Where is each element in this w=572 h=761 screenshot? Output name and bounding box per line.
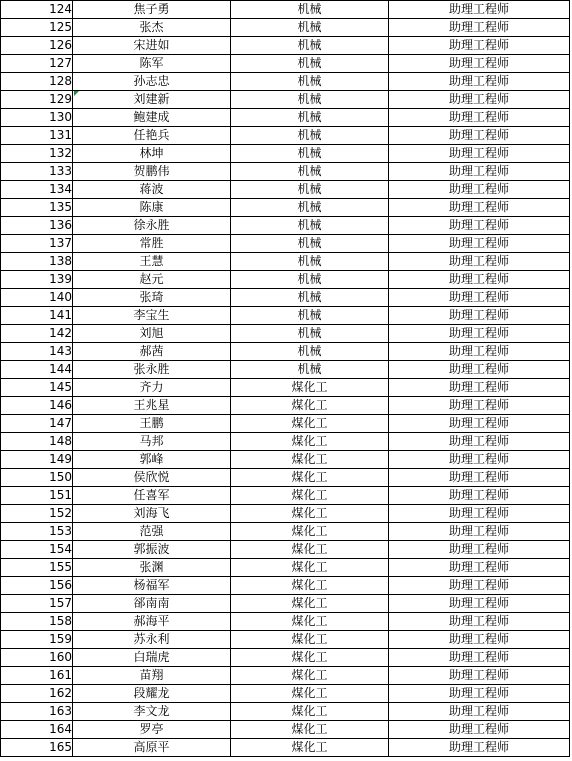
name-cell[interactable]: 杨福军 <box>73 577 231 595</box>
major-cell[interactable]: 机械 <box>231 37 389 55</box>
title-cell[interactable]: 助理工程师 <box>389 649 570 667</box>
name-cell[interactable]: 王慧 <box>73 253 231 271</box>
name-cell[interactable]: 陈军 <box>73 55 231 73</box>
row-number-cell[interactable]: 131 <box>1 127 73 145</box>
major-cell[interactable]: 机械 <box>231 163 389 181</box>
major-cell[interactable]: 煤化工 <box>231 559 389 577</box>
row-number-cell[interactable]: 128 <box>1 73 73 91</box>
major-cell[interactable]: 煤化工 <box>231 631 389 649</box>
table-row <box>1 361 570 379</box>
title-cell[interactable]: 助理工程师 <box>389 163 570 181</box>
title-cell[interactable]: 助理工程师 <box>389 505 570 523</box>
major-cell[interactable]: 机械 <box>231 325 389 343</box>
title-cell[interactable]: 助理工程师 <box>389 379 570 397</box>
row-number-cell[interactable]: 154 <box>1 541 73 559</box>
name-cell[interactable]: 李文龙 <box>73 703 231 721</box>
name-cell[interactable]: 刘旭 <box>73 325 231 343</box>
major-cell[interactable]: 机械 <box>231 289 389 307</box>
title-cell[interactable]: 助理工程师 <box>389 433 570 451</box>
title-cell[interactable]: 助理工程师 <box>389 577 570 595</box>
table-body <box>1 1 570 757</box>
row-number-cell[interactable]: 162 <box>1 685 73 703</box>
name-cell[interactable]: 林坤 <box>73 145 231 163</box>
name-cell[interactable]: 郝茜 <box>73 343 231 361</box>
title-cell[interactable]: 助理工程师 <box>389 613 570 631</box>
title-cell[interactable]: 助理工程师 <box>389 1 570 19</box>
table-row <box>1 505 570 523</box>
row-number-cell[interactable]: 164 <box>1 721 73 739</box>
row-number-cell[interactable]: 165 <box>1 739 73 757</box>
table-row <box>1 577 570 595</box>
row-number-cell[interactable]: 159 <box>1 631 73 649</box>
name-cell[interactable]: 郝海平 <box>73 613 231 631</box>
name-cell[interactable]: 白瑞虎 <box>73 649 231 667</box>
table-row <box>1 145 570 163</box>
major-cell[interactable]: 煤化工 <box>231 595 389 613</box>
major-cell[interactable]: 煤化工 <box>231 739 389 757</box>
major-cell[interactable]: 煤化工 <box>231 541 389 559</box>
major-cell[interactable]: 机械 <box>231 19 389 37</box>
name-cell[interactable]: 任喜军 <box>73 487 231 505</box>
title-cell[interactable]: 助理工程师 <box>389 415 570 433</box>
table-row <box>1 343 570 361</box>
name-cell[interactable]: 任艳兵 <box>73 127 231 145</box>
table-row <box>1 559 570 577</box>
major-cell[interactable]: 机械 <box>231 1 389 19</box>
title-cell[interactable]: 助理工程师 <box>389 235 570 253</box>
major-cell[interactable]: 煤化工 <box>231 379 389 397</box>
title-cell[interactable]: 助理工程师 <box>389 307 570 325</box>
major-cell[interactable]: 机械 <box>231 73 389 91</box>
major-cell[interactable]: 煤化工 <box>231 703 389 721</box>
row-number-cell[interactable]: 158 <box>1 613 73 631</box>
title-cell[interactable]: 助理工程师 <box>389 325 570 343</box>
title-cell[interactable]: 助理工程师 <box>389 37 570 55</box>
row-number-cell[interactable]: 151 <box>1 487 73 505</box>
title-cell[interactable]: 助理工程师 <box>389 253 570 271</box>
title-cell[interactable]: 助理工程师 <box>389 109 570 127</box>
table-row <box>1 595 570 613</box>
table-row <box>1 541 570 559</box>
name-cell[interactable]: 刘建新 <box>73 91 231 109</box>
name-cell[interactable]: 王鹏 <box>73 415 231 433</box>
title-cell[interactable]: 助理工程师 <box>389 217 570 235</box>
table-row <box>1 433 570 451</box>
name-cell[interactable]: 郭振波 <box>73 541 231 559</box>
table-row <box>1 451 570 469</box>
major-cell[interactable]: 机械 <box>231 253 389 271</box>
major-cell[interactable]: 煤化工 <box>231 433 389 451</box>
major-cell[interactable]: 机械 <box>231 217 389 235</box>
major-cell[interactable]: 机械 <box>231 361 389 379</box>
row-number-cell[interactable]: 163 <box>1 703 73 721</box>
row-number-cell[interactable]: 135 <box>1 199 73 217</box>
major-cell[interactable]: 机械 <box>231 145 389 163</box>
title-cell[interactable]: 助理工程师 <box>389 631 570 649</box>
title-cell[interactable]: 助理工程师 <box>389 541 570 559</box>
title-cell[interactable]: 助理工程师 <box>389 667 570 685</box>
name-cell[interactable]: 焦子勇 <box>73 1 231 19</box>
row-number-cell[interactable]: 141 <box>1 307 73 325</box>
table-row <box>1 379 570 397</box>
table-row <box>1 55 570 73</box>
name-cell[interactable]: 贺鹏伟 <box>73 163 231 181</box>
major-cell[interactable]: 机械 <box>231 343 389 361</box>
table-row <box>1 523 570 541</box>
row-number-cell[interactable]: 136 <box>1 217 73 235</box>
title-cell[interactable]: 助理工程师 <box>389 703 570 721</box>
table-row <box>1 469 570 487</box>
table-row <box>1 739 570 757</box>
row-number-cell[interactable]: 124 <box>1 1 73 19</box>
major-cell[interactable]: 煤化工 <box>231 685 389 703</box>
row-number-cell[interactable]: 138 <box>1 253 73 271</box>
major-cell[interactable]: 煤化工 <box>231 397 389 415</box>
title-cell[interactable]: 助理工程师 <box>389 181 570 199</box>
name-cell[interactable]: 苗翔 <box>73 667 231 685</box>
name-cell[interactable]: 陈康 <box>73 199 231 217</box>
row-number-cell[interactable]: 125 <box>1 19 73 37</box>
row-number-cell[interactable]: 134 <box>1 181 73 199</box>
table-row <box>1 415 570 433</box>
name-cell[interactable]: 高原平 <box>73 739 231 757</box>
name-cell[interactable]: 鲍建成 <box>73 109 231 127</box>
title-cell[interactable]: 助理工程师 <box>389 343 570 361</box>
row-number-cell[interactable]: 145 <box>1 379 73 397</box>
table-row <box>1 199 570 217</box>
name-cell[interactable]: 郭峰 <box>73 451 231 469</box>
title-cell[interactable]: 助理工程师 <box>389 289 570 307</box>
row-number-cell[interactable]: 143 <box>1 343 73 361</box>
major-cell[interactable]: 煤化工 <box>231 469 389 487</box>
major-cell[interactable]: 机械 <box>231 235 389 253</box>
major-cell[interactable]: 机械 <box>231 271 389 289</box>
table-row <box>1 109 570 127</box>
major-cell[interactable]: 煤化工 <box>231 415 389 433</box>
title-cell[interactable]: 助理工程师 <box>389 451 570 469</box>
table-row <box>1 217 570 235</box>
name-cell[interactable]: 马邦 <box>73 433 231 451</box>
name-cell[interactable]: 李宝生 <box>73 307 231 325</box>
table-row <box>1 307 570 325</box>
name-cell[interactable]: 段耀龙 <box>73 685 231 703</box>
title-cell[interactable]: 助理工程师 <box>389 469 570 487</box>
table-row <box>1 721 570 739</box>
major-cell[interactable]: 机械 <box>231 199 389 217</box>
table-row <box>1 631 570 649</box>
major-cell[interactable]: 煤化工 <box>231 577 389 595</box>
title-cell[interactable]: 助理工程师 <box>389 523 570 541</box>
major-cell[interactable]: 机械 <box>231 307 389 325</box>
table-row <box>1 703 570 721</box>
major-cell[interactable]: 机械 <box>231 91 389 109</box>
major-cell[interactable]: 煤化工 <box>231 487 389 505</box>
table-row <box>1 235 570 253</box>
cell-comment-marker-icon <box>74 91 79 96</box>
table-row <box>1 613 570 631</box>
table-row <box>1 289 570 307</box>
table-row <box>1 19 570 37</box>
major-cell[interactable]: 机械 <box>231 55 389 73</box>
row-number-cell[interactable]: 139 <box>1 271 73 289</box>
table-row <box>1 1 570 19</box>
table-row <box>1 163 570 181</box>
title-cell[interactable]: 助理工程师 <box>389 721 570 739</box>
row-number-cell[interactable]: 126 <box>1 37 73 55</box>
name-cell[interactable]: 范强 <box>73 523 231 541</box>
name-cell[interactable]: 刘海飞 <box>73 505 231 523</box>
major-cell[interactable]: 机械 <box>231 181 389 199</box>
table-row <box>1 73 570 91</box>
major-cell[interactable]: 煤化工 <box>231 667 389 685</box>
table-row <box>1 667 570 685</box>
name-cell[interactable]: 蒋波 <box>73 181 231 199</box>
major-cell[interactable]: 煤化工 <box>231 505 389 523</box>
row-number-cell[interactable]: 130 <box>1 109 73 127</box>
name-cell[interactable]: 张永胜 <box>73 361 231 379</box>
row-number-cell[interactable]: 142 <box>1 325 73 343</box>
row-number-cell[interactable]: 149 <box>1 451 73 469</box>
major-cell[interactable]: 煤化工 <box>231 451 389 469</box>
title-cell[interactable]: 助理工程师 <box>389 19 570 37</box>
title-cell[interactable]: 助理工程师 <box>389 595 570 613</box>
table-row <box>1 271 570 289</box>
name-cell[interactable]: 罗亭 <box>73 721 231 739</box>
name-cell[interactable]: 齐力 <box>73 379 231 397</box>
row-number-cell[interactable]: 137 <box>1 235 73 253</box>
title-cell[interactable]: 助理工程师 <box>389 145 570 163</box>
title-cell[interactable]: 助理工程师 <box>389 271 570 289</box>
name-cell[interactable]: 张杰 <box>73 19 231 37</box>
row-number-cell[interactable]: 153 <box>1 523 73 541</box>
row-number-cell[interactable]: 144 <box>1 361 73 379</box>
row-number-cell[interactable]: 156 <box>1 577 73 595</box>
major-cell[interactable]: 煤化工 <box>231 721 389 739</box>
name-cell[interactable]: 常胜 <box>73 235 231 253</box>
name-cell[interactable]: 张琦 <box>73 289 231 307</box>
row-number-cell[interactable]: 155 <box>1 559 73 577</box>
table-row <box>1 91 570 109</box>
major-cell[interactable]: 机械 <box>231 109 389 127</box>
name-cell[interactable]: 赵元 <box>73 271 231 289</box>
row-number-cell[interactable]: 133 <box>1 163 73 181</box>
title-cell[interactable]: 助理工程师 <box>389 199 570 217</box>
table-row <box>1 397 570 415</box>
table-row <box>1 253 570 271</box>
name-cell[interactable]: 王兆星 <box>73 397 231 415</box>
title-cell[interactable]: 助理工程师 <box>389 55 570 73</box>
title-cell[interactable]: 助理工程师 <box>389 739 570 757</box>
major-cell[interactable]: 机械 <box>231 127 389 145</box>
title-cell[interactable]: 助理工程师 <box>389 487 570 505</box>
major-cell[interactable]: 煤化工 <box>231 649 389 667</box>
table-row <box>1 649 570 667</box>
table-row <box>1 127 570 145</box>
row-number-cell[interactable]: 127 <box>1 55 73 73</box>
title-cell[interactable]: 助理工程师 <box>389 559 570 577</box>
name-cell[interactable]: 苏永利 <box>73 631 231 649</box>
row-number-cell[interactable]: 152 <box>1 505 73 523</box>
row-number-cell[interactable]: 147 <box>1 415 73 433</box>
row-number-cell[interactable]: 150 <box>1 469 73 487</box>
title-cell[interactable]: 助理工程师 <box>389 361 570 379</box>
row-number-cell[interactable]: 161 <box>1 667 73 685</box>
row-number-cell[interactable]: 146 <box>1 397 73 415</box>
row-number-cell[interactable]: 140 <box>1 289 73 307</box>
title-cell[interactable]: 助理工程师 <box>389 91 570 109</box>
major-cell[interactable]: 煤化工 <box>231 613 389 631</box>
name-cell[interactable]: 孙志忠 <box>73 73 231 91</box>
name-cell[interactable]: 徐永胜 <box>73 217 231 235</box>
row-number-cell[interactable]: 148 <box>1 433 73 451</box>
row-number-cell[interactable]: 129 <box>1 91 73 109</box>
row-number-cell[interactable]: 132 <box>1 145 73 163</box>
row-number-cell[interactable]: 160 <box>1 649 73 667</box>
title-cell[interactable]: 助理工程师 <box>389 127 570 145</box>
table-row <box>1 325 570 343</box>
name-cell[interactable]: 侯欣悦 <box>73 469 231 487</box>
name-cell[interactable]: 郤南南 <box>73 595 231 613</box>
row-number-cell[interactable]: 157 <box>1 595 73 613</box>
title-cell[interactable]: 助理工程师 <box>389 73 570 91</box>
name-cell[interactable]: 张渊 <box>73 559 231 577</box>
major-cell[interactable]: 煤化工 <box>231 523 389 541</box>
table-row <box>1 37 570 55</box>
title-cell[interactable]: 助理工程师 <box>389 685 570 703</box>
table-row <box>1 181 570 199</box>
name-cell[interactable]: 宋进如 <box>73 37 231 55</box>
table-row <box>1 487 570 505</box>
title-cell[interactable]: 助理工程师 <box>389 397 570 415</box>
table-row <box>1 685 570 703</box>
